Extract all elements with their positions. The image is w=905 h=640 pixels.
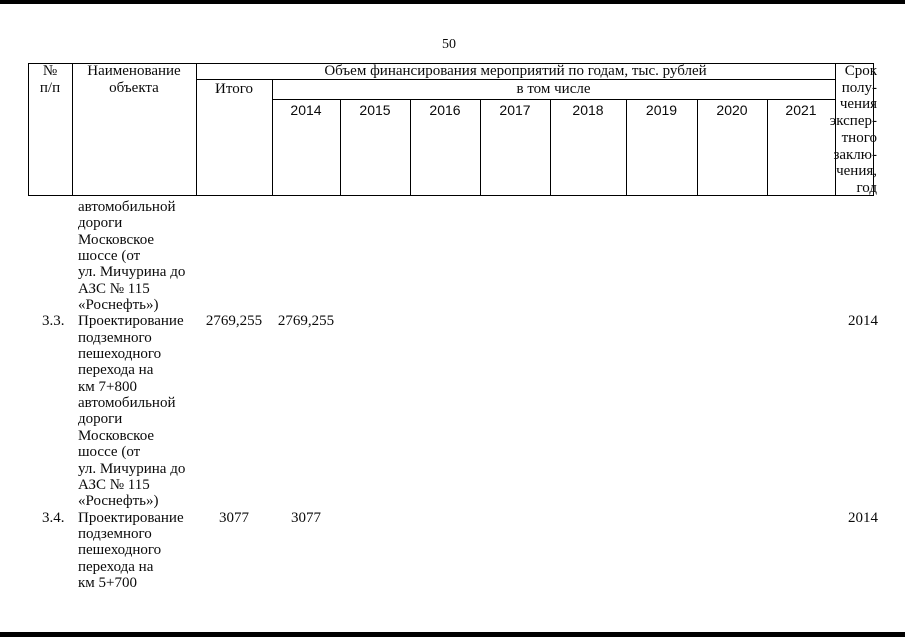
name-line: Проектирование: [78, 313, 184, 330]
continuation-name: [78, 199, 905, 313]
header-year: 2017: [499, 102, 531, 118]
header-deadline: [815, 63, 877, 197]
row-deadline: 2014: [848, 313, 878, 330]
bottom-border-bar: [0, 632, 905, 637]
header-year: 2021: [785, 102, 817, 118]
header-deadline-line: полу-: [841, 79, 877, 96]
header-year: 2020: [716, 102, 748, 118]
header-num-line: п/п: [39, 79, 61, 96]
header-deadline-line: тного: [841, 129, 877, 146]
name-line: шоссе (от: [78, 248, 141, 265]
name-line: км 5+700: [78, 574, 137, 591]
header-deadline-line: год: [856, 179, 877, 196]
header-num-line: №: [42, 63, 58, 79]
header-deadline-line: Срок: [844, 63, 877, 79]
header-including: в том числе: [516, 81, 591, 97]
header-deadline-line: заклю-: [833, 146, 877, 163]
table-row: [0, 313, 905, 509]
row-deadline: 2014: [848, 509, 878, 526]
name-line: км 7+800: [78, 378, 137, 395]
row-amount-2014: 3077: [291, 509, 321, 526]
table-body: [0, 199, 905, 591]
header-name-line: объекта: [109, 79, 159, 96]
row-name: [78, 313, 905, 509]
header-name-line: Наименование: [87, 63, 181, 79]
name-line: перехода на: [78, 362, 154, 379]
name-line: пешеходного: [78, 346, 162, 363]
name-line: перехода на: [78, 558, 154, 575]
row-number: 3.4.: [42, 509, 65, 526]
name-line: дороги: [78, 215, 123, 232]
header-year: 2016: [429, 102, 461, 118]
page-number: 50: [442, 37, 456, 52]
header-year: 2014: [290, 102, 322, 118]
name-line: автомобильной: [78, 395, 176, 412]
header-deadline-line: чения,: [836, 163, 877, 180]
name-line: Московское: [78, 231, 155, 248]
name-line: «Роснефть»): [78, 493, 159, 510]
name-line: АЗС № 115: [78, 280, 150, 297]
header-deadline-line: экспер-: [829, 113, 877, 130]
name-line: автомобильной: [78, 199, 176, 215]
table-border-line: [28, 195, 874, 196]
table-row: [0, 510, 905, 592]
header-name: [72, 63, 196, 96]
table-border-line: [272, 99, 836, 100]
row-number: 3.3.: [42, 313, 65, 330]
row-total: 3077: [219, 509, 249, 526]
header-funding: Объем финансирования мероприятий по годам, тыс. рублей: [324, 63, 707, 79]
name-line: Московское: [78, 427, 155, 444]
name-line: подземного: [78, 329, 152, 346]
name-line: пешеходного: [78, 542, 162, 559]
row-amount-2014: 2769,255: [277, 313, 335, 330]
header-year: 2018: [572, 102, 604, 118]
name-line: подземного: [78, 525, 152, 542]
header-num: [28, 63, 72, 96]
name-line: «Роснефть»): [78, 297, 159, 314]
name-line: шоссе (от: [78, 444, 141, 461]
row-total: 2769,255: [205, 313, 263, 330]
top-border-bar: [0, 0, 905, 4]
header-deadline-line: чения: [839, 96, 877, 113]
name-line: АЗС № 115: [78, 476, 150, 493]
header-year: 2015: [359, 102, 391, 118]
header-total: Итого: [215, 81, 253, 97]
name-line: ул. Мичурина до: [78, 460, 186, 477]
name-line: дороги: [78, 411, 123, 428]
name-line: ул. Мичурина до: [78, 264, 186, 281]
name-line: Проектирование: [78, 509, 184, 526]
header-year: 2019: [645, 102, 678, 118]
